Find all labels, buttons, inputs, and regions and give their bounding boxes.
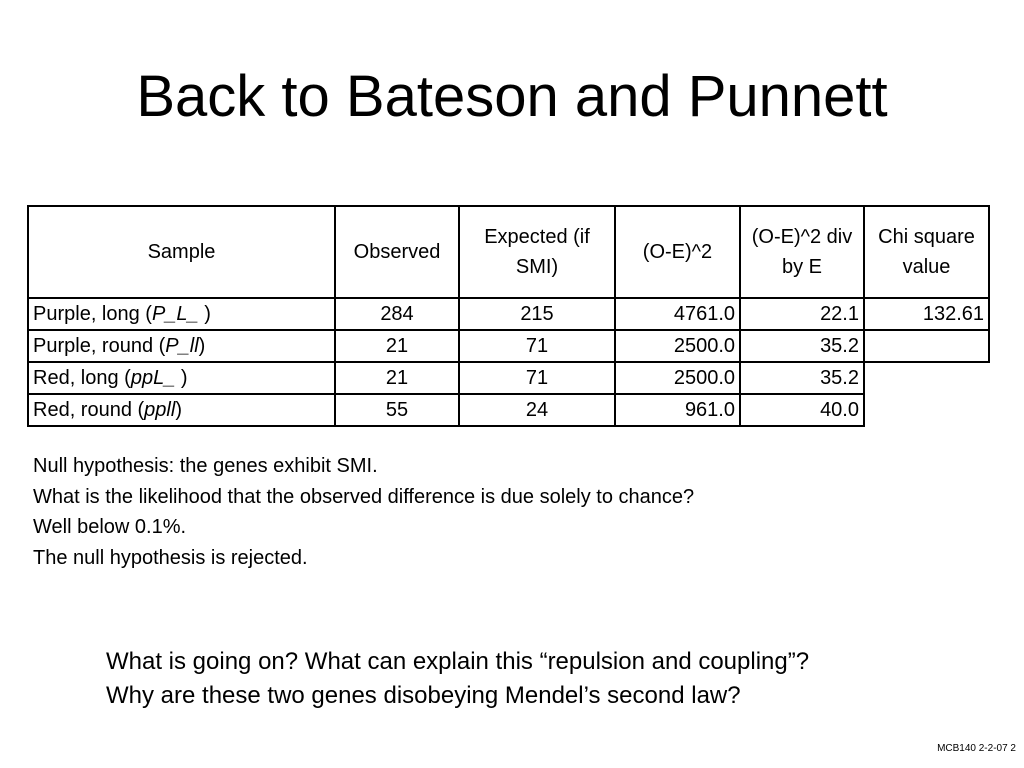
header-oe2: (O-E)^2 xyxy=(615,206,740,298)
header-chi-square: Chi square value xyxy=(864,206,989,298)
cell-chi-square xyxy=(864,330,989,362)
table-header-row xyxy=(28,206,989,298)
cell-sample: Red, long (ppL_ ) xyxy=(28,362,335,394)
cell-observed: 21 xyxy=(335,362,459,394)
table-row xyxy=(28,362,989,394)
cell-sample: Purple, long (P_L_ ) xyxy=(28,298,335,330)
note-line: Well below 0.1%. xyxy=(33,516,187,538)
note-line: Null hypothesis: the genes exhibit SMI. xyxy=(33,455,378,477)
empty-cell xyxy=(864,362,989,394)
cell-sample: Purple, round (P_ll) xyxy=(28,330,335,362)
table-row xyxy=(28,298,989,330)
cell-oe2: 4761.0 xyxy=(615,298,740,330)
cell-chi-square: 132.61 xyxy=(864,298,989,330)
header-observed: Observed xyxy=(335,206,459,298)
cell-oe2-div-e: 22.1 xyxy=(740,298,864,330)
cell-expected: 215 xyxy=(459,298,615,330)
cell-observed: 55 xyxy=(335,394,459,426)
genotype: P_ll xyxy=(165,335,199,357)
note-line: What is the likelihood that the observed difference is due solely to chance? xyxy=(33,485,695,508)
cell-oe2: 961.0 xyxy=(615,394,740,426)
genotype: P_L_ xyxy=(151,303,199,325)
table-row xyxy=(28,330,989,362)
cell-oe2-div-e: 40.0 xyxy=(740,394,864,426)
questions-block xyxy=(106,645,809,713)
slide-footer: MCB140 2-2-07 2 xyxy=(937,743,1016,754)
note-line: The null hypothesis is rejected. xyxy=(33,546,308,569)
header-oe2-div-e: (O-E)^2 div by E xyxy=(740,206,864,298)
cell-expected: 71 xyxy=(459,330,615,362)
notes-block xyxy=(33,451,694,573)
genotype: ppll xyxy=(144,399,176,421)
cell-oe2: 2500.0 xyxy=(615,330,740,362)
table-row xyxy=(28,394,989,426)
empty-cell xyxy=(864,394,989,426)
cell-sample: Red, round (ppll) xyxy=(28,394,335,426)
cell-oe2: 2500.0 xyxy=(615,362,740,394)
header-expected: Expected (if SMI) xyxy=(459,206,615,298)
question-line: What is going on? What can explain this “repulsion and coupling”? xyxy=(106,648,810,675)
cell-expected: 71 xyxy=(459,362,615,394)
genotype: ppL_ xyxy=(130,367,176,389)
header-sample: Sample xyxy=(28,206,335,298)
cell-oe2-div-e: 35.2 xyxy=(740,362,864,394)
chi-square-table xyxy=(27,205,990,427)
question-line: Why are these two genes disobeying Mendel’s second law? xyxy=(106,682,741,709)
slide-title: Back to Bateson and Punnett xyxy=(136,64,888,129)
cell-expected: 24 xyxy=(459,394,615,426)
cell-oe2-div-e: 35.2 xyxy=(740,330,864,362)
cell-observed: 21 xyxy=(335,330,459,362)
cell-observed: 284 xyxy=(335,298,459,330)
